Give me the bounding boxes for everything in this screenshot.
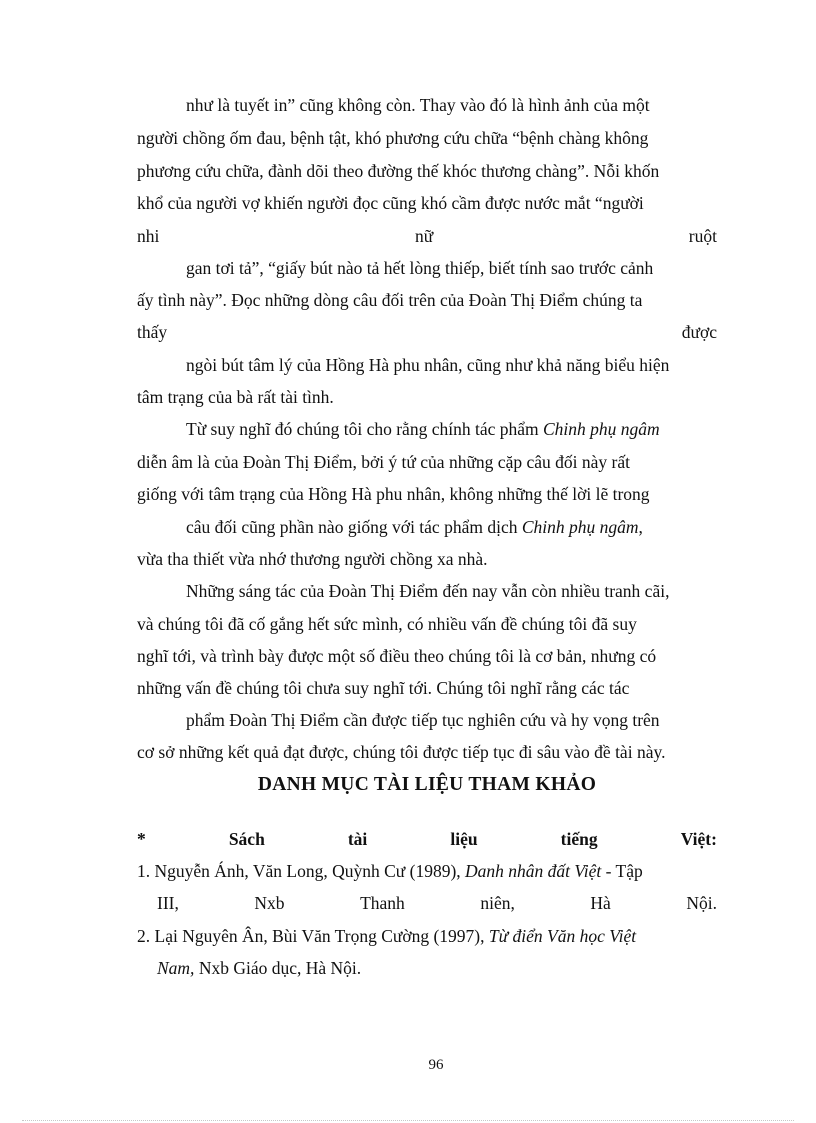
body-text-line: ngòi bút tâm lý của Hồng Hà phu nhân, cũng như khả năng biểu hiện — [186, 355, 670, 375]
reference-item-continuation — [157, 887, 717, 919]
body-text-line: cơ sở những kết quả đạt được, chúng tôi được tiếp tục đi sâu vào đề tài này. — [137, 742, 666, 762]
body-text-line: gan tơi tả”, “giấy bút nào tả hết lòng thiếp, biết tính sao trước cảnh — [186, 258, 654, 278]
work-title: Chinh phụ ngâm — [542, 419, 660, 439]
text-run: Từ suy nghĩ đó chúng tôi cho rằng chính tác phẩm — [186, 419, 543, 439]
word: được — [681, 322, 717, 342]
word: Nội. — [686, 893, 717, 913]
text-run: - Tập — [601, 861, 643, 881]
body-text-line: diễn âm là của Đoàn Thị Điểm, bởi ý tứ của những cặp câu đối này rất — [137, 452, 630, 472]
body-text-line: vừa tha thiết vừa nhớ thương người chồng xa nhà. — [137, 549, 488, 569]
word: nữ — [414, 226, 434, 246]
body-text-line: và chúng tôi đã cố gắng hết sức mình, có nhiều vấn đề chúng tôi đã suy — [137, 614, 637, 634]
body-text-line: phương cứu chữa, đành dõi theo đường thế khóc thương chàng”. Nỗi khốn — [137, 161, 660, 181]
word: niên, — [480, 893, 515, 913]
text-run: , — [638, 517, 643, 537]
body-text-line: tâm trạng của bà rất tài tình. — [137, 387, 334, 407]
body-text-line: người chồng ốm đau, bệnh tật, khó phương cứu chữa “bệnh chàng không — [137, 128, 649, 148]
work-title: Chinh phụ ngâm — [521, 517, 639, 537]
word: tài — [347, 829, 368, 849]
work-title: Danh nhân đất Việt — [465, 861, 602, 881]
body-text-line: Những sáng tác của Đoàn Thị Điểm đến nay vẫn còn nhiều tranh cãi, — [186, 581, 670, 601]
body-text-line: khổ của người vợ khiến người đọc cũng khó cầm được nước mắt “người — [137, 193, 644, 213]
word: Việt: — [680, 829, 717, 849]
word: thấy — [137, 322, 168, 342]
body-text-line: phẩm Đoàn Thị Điểm cần được tiếp tục nghiên cứu và hy vọng trên — [186, 710, 660, 730]
text-run: 1. Nguyễn Ánh, Văn Long, Quỳnh Cư (1989), — [137, 861, 466, 881]
body-text-line: những vấn đề chúng tôi chưa suy nghĩ tới. Chúng tôi nghĩ rằng các tác — [137, 678, 630, 698]
body-text-line: giống với tâm trạng của Hồng Hà phu nhân, không những thế lời lẽ trong — [137, 484, 650, 504]
work-title: Từ điển Văn học Việt — [488, 926, 637, 946]
body-text-line: nghĩ tới, và trình bày được một số điều theo chúng tôi là cơ bản, nhưng có — [137, 646, 657, 666]
text-run: câu đối cũng phần nào giống với tác phẩm dịch — [186, 517, 522, 537]
text-run: 2. Lại Nguyên Ân, Bùi Văn Trọng Cường (1997), — [137, 926, 489, 946]
body-text-line — [137, 316, 717, 348]
body-text-line — [186, 511, 717, 543]
references-heading: DANH MỤC TÀI LIỆU THAM KHẢO — [257, 774, 597, 795]
body-text-line: như là tuyết in” cũng không còn. Thay vào đó là hình ảnh của một — [186, 95, 650, 115]
word: Sách — [228, 829, 265, 849]
word: Hà — [590, 893, 611, 913]
work-title: Nam, — [157, 958, 195, 978]
word: ruột — [688, 226, 717, 246]
word: nhi — [137, 226, 160, 246]
body-text-line — [186, 413, 717, 445]
word: * — [137, 829, 146, 849]
word: Thanh — [360, 893, 405, 913]
page-bottom-divider — [22, 1120, 794, 1121]
reference-item — [137, 855, 717, 887]
word: liệu — [450, 829, 478, 849]
word: Nxb — [254, 893, 285, 913]
body-text-line — [137, 220, 717, 252]
body-text-line: ấy tình này”. Đọc những dòng câu đối trên của Đoàn Thị Điểm chúng ta — [137, 290, 643, 310]
word: tiếng — [560, 829, 598, 849]
text-run: Nxb Giáo dục, Hà Nội. — [194, 958, 362, 978]
page-number: 96 — [428, 1057, 444, 1073]
references-section-title — [137, 823, 717, 855]
reference-item — [137, 920, 717, 952]
word: III, — [157, 893, 179, 913]
reference-item-continuation — [157, 952, 717, 984]
